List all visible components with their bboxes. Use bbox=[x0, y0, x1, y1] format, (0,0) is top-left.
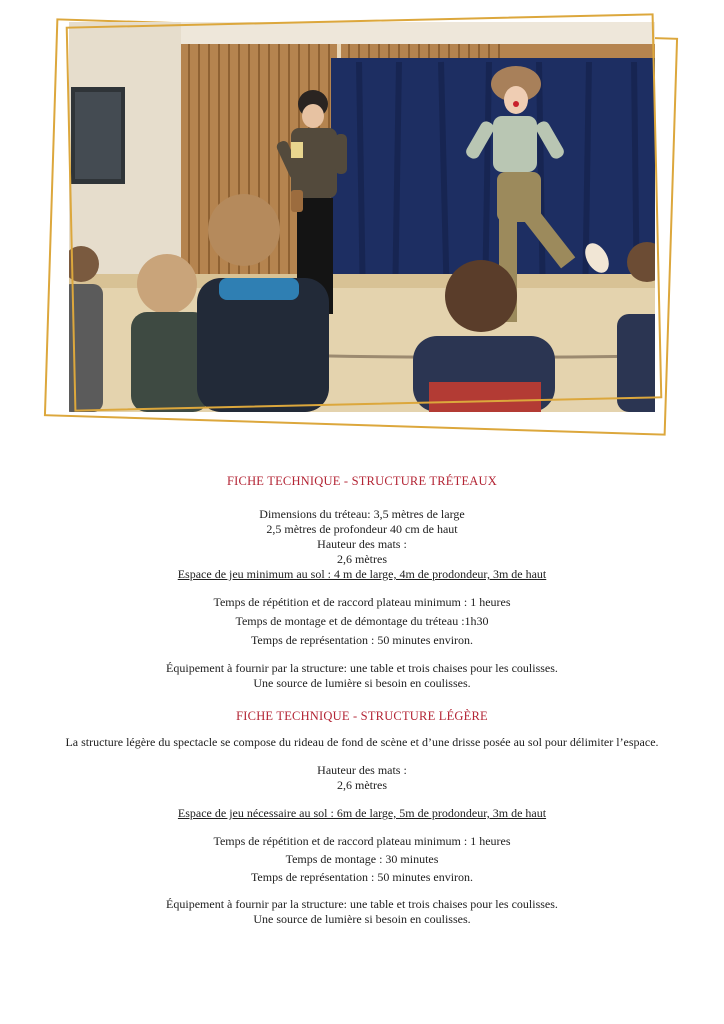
legere-equipment: Équipement à fournir par la structure: une table et trois chaises pour les coulisses. bbox=[166, 897, 558, 911]
section-treteaux bbox=[0, 474, 724, 691]
legere-show: Temps de représentation : 50 minutes environ. bbox=[250, 870, 474, 884]
treteaux-setup: Temps de montage et de démontage du tréteau :1h30 bbox=[235, 614, 489, 628]
section-legere bbox=[0, 709, 724, 927]
legere-rehearsal: Temps de répétition et de raccord plateau minimum : 1 heures bbox=[213, 834, 511, 848]
treteaux-title: FICHE TECHNIQUE - STRUCTURE TRÉTEAUX bbox=[227, 474, 497, 488]
legere-mats-value: 2,6 mètres bbox=[337, 778, 387, 792]
treteaux-equipment: Équipement à fournir par la structure: une table et trois chaises pour les coulisses. bbox=[166, 661, 558, 675]
photo-block bbox=[0, 0, 724, 450]
legere-setup: Temps de montage : 30 minutes bbox=[285, 852, 439, 866]
treteaux-light: Une source de lumière si besoin en coulisses. bbox=[253, 676, 471, 690]
treteaux-space: Espace de jeu minimum au sol : 4 m de large, 4m de prodondeur, 3m de haut bbox=[177, 567, 547, 581]
legere-light: Une source de lumière si besoin en coulisses. bbox=[253, 912, 471, 926]
legere-mats-label: Hauteur des mats : bbox=[317, 763, 407, 777]
treteaux-mats-value: 2,6 mètres bbox=[337, 552, 387, 566]
legere-space: Espace de jeu nécessaire au sol : 6m de large, 5m de prodondeur, 3m de haut bbox=[177, 806, 547, 820]
legere-title: FICHE TECHNIQUE - STRUCTURE LÉGÈRE bbox=[236, 709, 488, 723]
legere-intro: La structure légère du spectacle se compose du rideau de fond de scène et d’une drisse posée au sol pour délimiter l’espace. bbox=[65, 735, 659, 749]
decorative-frame-inner bbox=[66, 13, 663, 411]
treteaux-dimensions-1: Dimensions du tréteau: 3,5 mètres de large bbox=[259, 507, 465, 521]
treteaux-show: Temps de représentation : 50 minutes environ. bbox=[250, 633, 474, 647]
treteaux-rehearsal: Temps de répétition et de raccord plateau minimum : 1 heures bbox=[213, 595, 511, 609]
treteaux-dimensions-2: 2,5 mètres de profondeur 40 cm de haut bbox=[266, 522, 458, 536]
technical-sheet bbox=[0, 474, 724, 927]
treteaux-mats-label: Hauteur des mats : bbox=[317, 537, 407, 551]
